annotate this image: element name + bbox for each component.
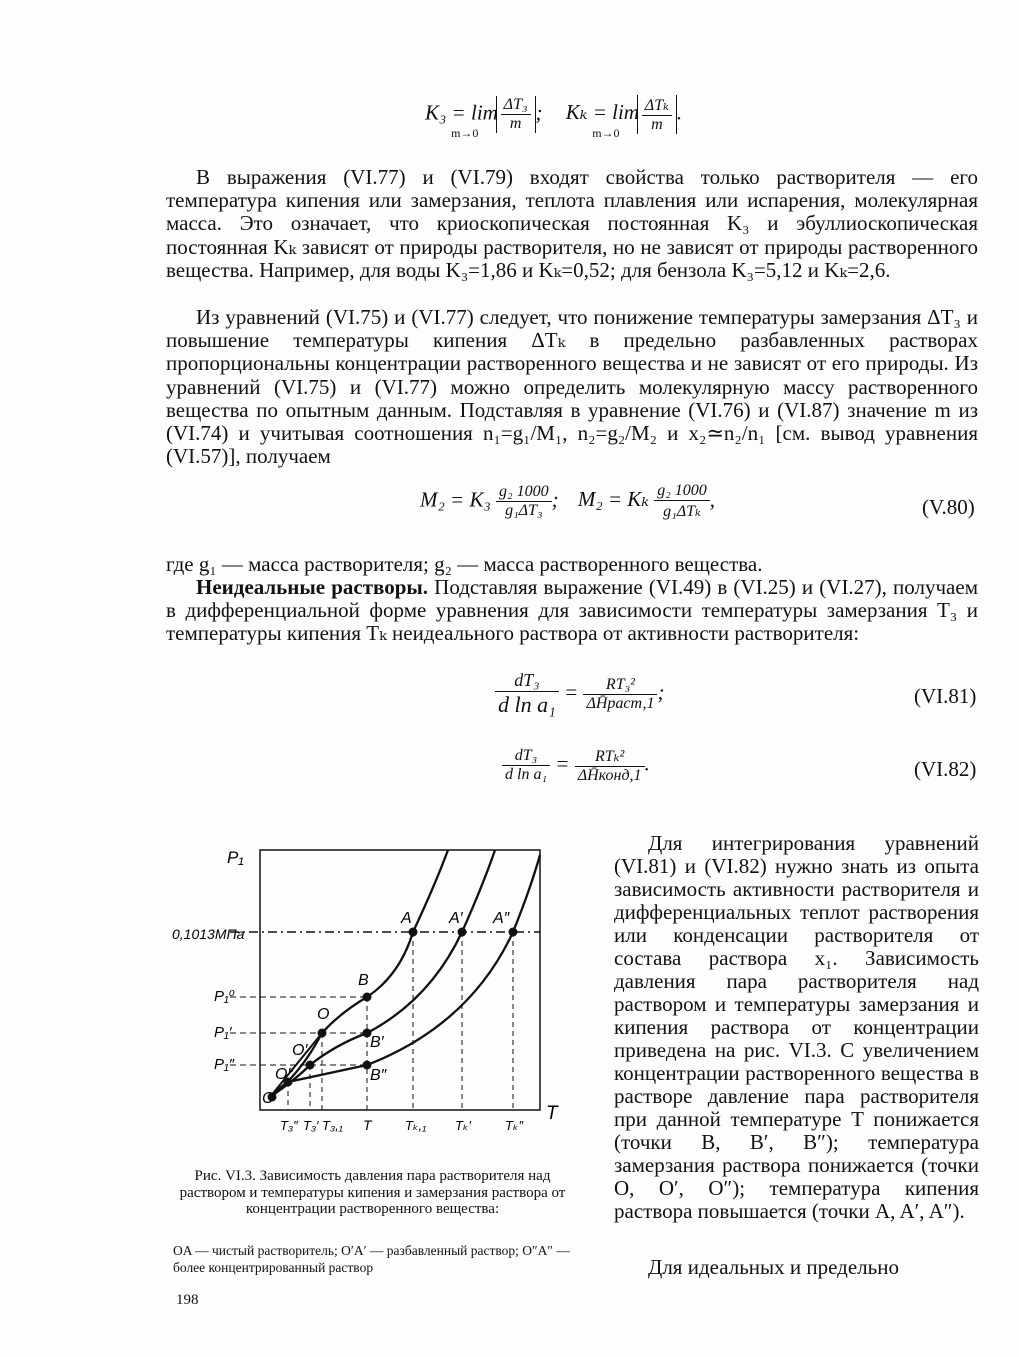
eq82-rhs-den: ΔH̄конд,1 <box>577 767 642 784</box>
eq82-rhs-num: RTₖ² <box>575 746 645 767</box>
right-column-body: Для интегрирования уравнений (VI.81) и (VI.82) нужно знать из опыта зависимость активности растворителя и дифференциальных теплот растворения или конденсации растворителя от состава раствора x₁. Зависимость давления пара растворителя над раствором и температуры замерзания и кипения раствора от концентрации приведена на рис. VI.3. С увеличением концентрации растворенного вещества в растворе давление пара растворителя при данной температуре T понижается (точки B, B′, B″); температура замерзания раствора понижается (точки O, O′, O″); температура кипения раствора повышается (точки A, A′, A″). <box>614 831 979 1223</box>
x-tick-t3-1: T₃,₁ <box>322 1118 343 1133</box>
eq81-equals: = <box>564 679 579 704</box>
k3-sub: m→0 <box>451 126 479 141</box>
paragraph-2 <box>166 306 978 468</box>
paragraph-2-text: Из уравнений (VI.75) и (VI.77) следует, что понижение температуры замерзания ΔT₃ и повышение температуры кипения ΔTₖ в предельно разбавленных растворах пропорциональны концентрации растворенного вещества и не зависят от его природы. Из уравнений (VI.75) и (VI.77) можно определить молекулярную массу растворенного вещества по опытным данным. Подставляя в уравнение (VI.76) и (VI.87) значение m из (VI.74) и учитывая соотношения n₁=g₁/M₁, n₂=g₂/M₂ и x₂≃n₂/n₁ [см. вывод уравнения (VI.57)], получаем <box>166 305 978 469</box>
figure-legend: OA — чистый растворитель; O′A′ — разбавленный раствор; O″A″ — более концентрированный раствор <box>173 1243 570 1275</box>
x-tick-t3-dprime: T₃″ <box>280 1118 298 1133</box>
label-b: B <box>358 972 369 989</box>
x-tick-t: T <box>363 1117 372 1133</box>
x-axis-label: T <box>546 1103 558 1124</box>
paragraph-3-text: Подставляя выражение (VI.49) в (VI.25) и (VI.27), получаем в дифференциальной форме уравнения для зависимости температуры замерзания T₃ и температуры кипения Tₖ неидеального раствора от активности растворителя: <box>166 575 978 646</box>
eq80-number: (V.80) <box>922 495 975 519</box>
label-a-prime: A′ <box>449 910 463 927</box>
eq80-end: , <box>709 487 716 512</box>
label-a-dprime: A″ <box>493 910 510 927</box>
point-o <box>318 1029 327 1038</box>
label-o-dprime: O″ <box>275 1066 294 1083</box>
eq82-end: . <box>644 751 650 776</box>
y-tick-p1-prime: P₁′ <box>214 1024 232 1041</box>
k3-lim: K₃ = lim <box>425 100 498 125</box>
point-a <box>409 928 418 937</box>
kk-lim: Kₖ = lim <box>565 100 639 125</box>
eq80-lhs-b: M₂ = Kₖ <box>577 487 649 512</box>
kk-sub: m→0 <box>592 126 620 141</box>
y-tick-p1-0: P₁⁰ <box>214 988 235 1005</box>
page-number: 198 <box>176 1292 199 1308</box>
kk-den: m <box>651 116 663 133</box>
equation-vi82 <box>502 746 650 785</box>
label-b-prime: B′ <box>370 1034 384 1051</box>
right-column-last <box>614 1256 979 1279</box>
k3-num: ΔT₃ <box>501 96 531 115</box>
equation-v80 <box>420 482 715 521</box>
point-o-prime <box>306 1061 315 1070</box>
kk-num: ΔTₖ <box>642 95 672 116</box>
eq80-den-a: g₁ΔT₃ <box>505 502 543 519</box>
where-line: где g₁ — масса растворителя; g₂ — масса растворенного вещества. <box>166 552 763 576</box>
paragraph-1-text: В выражения (VI.77) и (VI.79) входят свойства только растворителя — его температура кипения или замерзания, теплота плавления или испарения, молекулярная масса. Это означает, что криоскопическая постоянная K₃ и эбуллиоскопическая постоянная Kₖ зависят от природы растворителя, но не зависят от природы растворенного вещества. Например, для воды K₃=1,86 и Kₖ=0,52; для бензола K₃=5,12 и Kₖ=2,6. <box>166 165 978 282</box>
y-axis-label: P₁ <box>227 848 244 867</box>
point-b <box>363 993 372 1002</box>
eq81-rhs-num: RT₃² <box>583 676 657 695</box>
figure-caption: Рис. VI.3. Зависимость давления пара растворителя над раствором и температуры кипения и замерзания раствора от концентрации растворенного вещества: <box>179 1168 566 1217</box>
paragraph-3 <box>166 576 978 646</box>
x-tick-tk1: Tₖ,₁ <box>405 1118 427 1133</box>
label-o: O <box>317 1006 330 1023</box>
kk-fraction <box>642 95 672 134</box>
label-c: C <box>262 1090 274 1107</box>
figure-vi3 <box>170 835 570 1135</box>
eq80-sep: ; <box>551 487 559 512</box>
paragraph-1 <box>166 166 978 282</box>
label-b-dprime: B″ <box>370 1067 387 1084</box>
x-tick-t3-prime: T₃′ <box>303 1118 319 1133</box>
label-a: A <box>401 910 412 927</box>
y-tick-p1-dprime: P₁″ <box>214 1056 235 1073</box>
right-column-text <box>614 832 979 1223</box>
eq81-number: (VI.81) <box>914 684 977 708</box>
eq82-equals: = <box>555 751 570 776</box>
point-a-prime <box>458 928 467 937</box>
eq82-lhs-num: dT₃ <box>502 747 550 766</box>
eq81-rhs-den: ΔH̄раст,1 <box>586 694 655 712</box>
label-o-prime: O′ <box>292 1042 308 1059</box>
eq82-lhs-den: d ln a₁ <box>505 766 548 783</box>
eq81-lhs-num: dT₃ <box>495 670 559 692</box>
eq81-lhs-den: d ln a₁ <box>498 692 556 717</box>
eq81-end: ; <box>657 679 665 704</box>
eq80-den-b: g₁ΔTₖ <box>663 503 701 520</box>
point-a-dprime <box>509 928 518 937</box>
curve-o-prime-a-prime <box>270 850 495 1097</box>
paragraph-3-heading: Неидеальные растворы. <box>196 575 429 599</box>
x-tick-tk-dprime: Tₖ″ <box>505 1118 524 1133</box>
k3-den: m <box>509 115 522 132</box>
top-formula: K₃ = lim $_{m\to 0}$ $\frac{\text{ΔT₃}}{m}$ ; Kₖ = lim $_{m\to 0}$ $\frac{\text{ΔTₖ}}{m}$ . <box>425 96 683 141</box>
x-tick-tk-prime: Tₖ′ <box>455 1118 471 1133</box>
k3-fraction <box>501 96 531 133</box>
eq80-lhs-a: M₂ = K₃ <box>420 487 491 512</box>
right-column-last-text: Для идеальных и предельно <box>648 1255 899 1279</box>
eq82-number: (VI.82) <box>914 757 977 781</box>
eq80-num-a: g₂ 1000 <box>496 483 552 502</box>
eq80-num-b: g₂ 1000 <box>654 482 710 501</box>
y-tick-0-1013: 0,1013МПа <box>172 926 245 942</box>
equation-vi81 <box>495 670 664 718</box>
